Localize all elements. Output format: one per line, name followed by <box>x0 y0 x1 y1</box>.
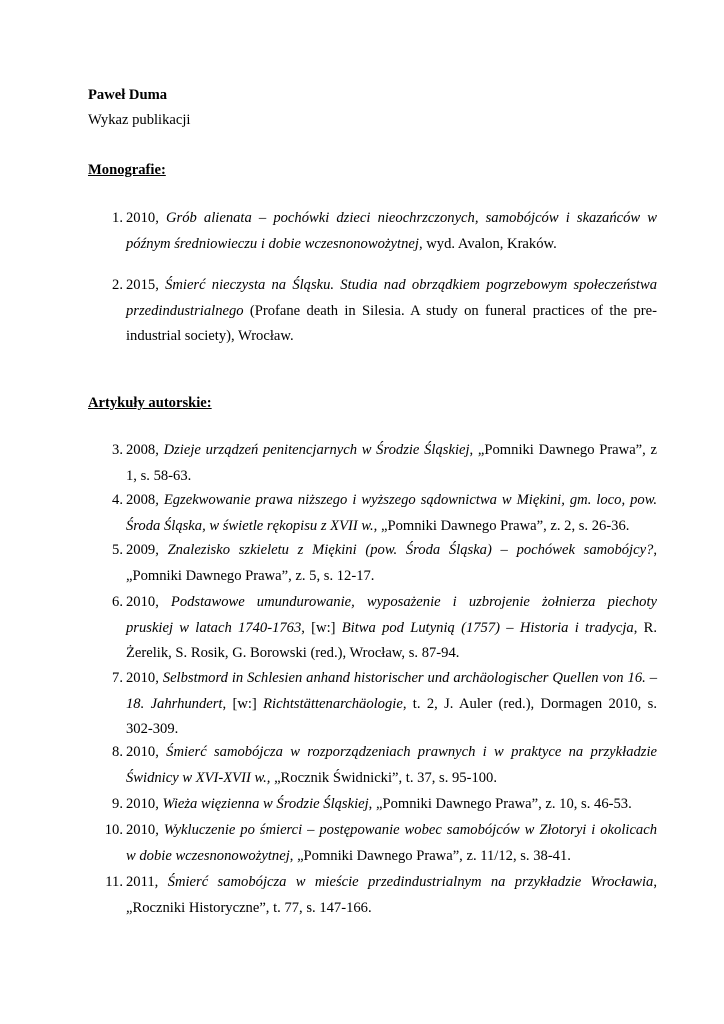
citation-text: , t. 2, J. Auler (red.), Dormagen 2010, s. <box>402 695 657 712</box>
citation-line <box>126 469 191 484</box>
item-number: 10. <box>104 822 123 838</box>
citation-title: 18. Jahrhundert <box>126 695 223 712</box>
citation-text: 2010, <box>126 822 164 838</box>
citation-line <box>126 329 294 344</box>
item-number: 7. <box>112 670 123 686</box>
citation-text: 2015, <box>126 277 166 293</box>
citation-title: Śmierć samobójcza w mieście przedindustrialnym na przykładzie Wrocławia <box>167 874 654 890</box>
citation-text: , wyd. Avalon, Kraków. <box>418 235 557 252</box>
citation-text: Żerelik, S. Rosik, G. Borowski (red.), Wrocław, s. 87-94. <box>126 645 460 661</box>
citation-line <box>126 823 657 838</box>
citation-title: Śmierć samobójcza w rozporządzeniach prawnych i w praktyce na przykładzie <box>166 744 657 760</box>
citation-title: późnym średniowieczu i dobie wczesnonowożytnej <box>126 235 419 252</box>
citation-line <box>126 621 657 636</box>
citation-text: , „Pomniki Dawnego Prawa”, z <box>469 442 658 458</box>
citation-line <box>126 304 657 319</box>
citation-text: 302-309. <box>126 721 179 737</box>
citation-line <box>126 875 657 890</box>
citation-title: Środa Śląska, w świetle rękopisu z XVII w., <box>126 517 378 534</box>
item-number: 6. <box>112 594 123 610</box>
citation-line <box>126 237 557 252</box>
citation-text: , <box>653 542 658 558</box>
author-name: Paweł Duma <box>88 87 168 103</box>
citation-text: 2009, <box>126 542 168 558</box>
citation-title: Wykluczenie po śmierci – postępowanie wobec samobójców w Złotoryi i okolicach <box>163 822 657 838</box>
section-heading-articles: Artykuły autorskie: <box>88 395 212 411</box>
citation-title: Bitwa pod Lutynią (1757) – Historia i tradycja <box>341 619 634 636</box>
citation-text: 2011, <box>126 874 168 890</box>
citation-title: , Egzekwowanie prawa niższego i wyższego sądownictwa w Miękini, gm. loco, pow. <box>155 492 657 508</box>
item-number: 2. <box>112 277 123 293</box>
citation-text: 1, s. 58-63. <box>126 467 192 484</box>
citation-text: (Profane death in Silesia. A study on funeral practices of the pre- <box>243 302 657 319</box>
citation-title: Podstawowe umundurowanie, wyposażenie i uzbrojenie żołnierza piechoty <box>170 594 657 610</box>
item-number: 5. <box>112 542 123 558</box>
citation-text: 2008, <box>126 442 164 458</box>
citation-title: w dobie wczesnonowożytnej <box>126 847 290 864</box>
citation-line <box>126 211 657 226</box>
citation-line <box>126 722 178 737</box>
citation-text: „Rocznik Świdnicki”, t. 37, s. 95-100. <box>270 769 498 786</box>
citation-line <box>126 745 657 760</box>
citation-title: Znalezisko szkieletu z Miękini (pow. Środa Śląska) – pochówek samobójcy? <box>167 542 654 558</box>
citation-text: 2010, <box>126 744 167 760</box>
citation-text: „Pomniki Dawnego Prawa”, z. 5, s. 12-17. <box>126 567 375 584</box>
citation-line <box>126 278 657 293</box>
citation-text: , „Pomniki Dawnego Prawa”, z. 10, s. 46-53. <box>368 796 632 812</box>
citation-title: Dzieje urządzeń penitencjarnych w Środzie Śląskiej <box>163 442 470 458</box>
citation-title: Wieża więzienna w Środzie Śląskiej <box>162 796 369 812</box>
citation-title: Grób alienata – pochówki dzieci nieochrzczonych, samobójców i skazańców w <box>165 210 658 226</box>
section-heading-monographs: Monografie: <box>88 162 166 178</box>
citation-line <box>126 849 571 864</box>
item-number: 9. <box>112 796 123 812</box>
citation-text: „Pomniki Dawnego Prawa”, z. 2, s. 26-36. <box>377 517 630 534</box>
citation-text: 2008 <box>126 492 156 508</box>
citation-text: , „Pomniki Dawnego Prawa”, z. 11/12, s. 38-41. <box>289 847 571 864</box>
item-number: 8. <box>112 744 123 760</box>
citation-line <box>126 797 632 812</box>
item-number: 1. <box>112 210 123 226</box>
citation-title: Śmierć nieczysta na Śląsku. Studia nad obrządkiem pogrzebowym społeczeństwa <box>165 277 658 293</box>
citation-line <box>126 901 372 916</box>
item-number: 3. <box>112 442 123 458</box>
citation-text: , [w:] <box>222 695 264 712</box>
citation-text: industrial society), Wrocław. <box>126 328 294 344</box>
citation-title: pruskiej w latach 1740-1763 <box>126 619 302 636</box>
citation-line <box>126 569 374 584</box>
citation-text: , R. <box>633 619 657 636</box>
citation-text: „Roczniki Historyczne”, t. 77, s. 147-166. <box>126 899 372 916</box>
citation-line <box>126 697 657 712</box>
citation-line <box>126 543 657 558</box>
citation-line <box>126 595 657 610</box>
citation-title: Świdnicy w XVI-XVII w., <box>126 769 271 786</box>
citation-line <box>126 519 629 534</box>
citation-title: Richtstättenarchäologie <box>263 695 403 712</box>
document-subtitle: Wykaz publikacji <box>88 112 191 128</box>
citation-line <box>126 671 657 686</box>
citation-line <box>126 493 657 508</box>
citation-text: , [w:] <box>301 619 342 636</box>
citation-text: 2010, <box>126 210 166 226</box>
citation-line <box>126 646 459 661</box>
citation-text: 2010, <box>126 796 163 812</box>
citation-text: , <box>653 874 657 890</box>
item-number: 11. <box>105 874 123 890</box>
citation-line <box>126 771 497 786</box>
citation-text: 2010, <box>126 670 163 686</box>
citation-line <box>126 443 657 458</box>
citation-title: przedindustrialnego <box>126 302 244 319</box>
citation-title: Selbstmord in Schlesien anhand historischer und archäologischer Quellen von 16. – <box>162 670 658 686</box>
citation-text: 2010, <box>126 594 171 610</box>
item-number: 4. <box>112 492 123 508</box>
